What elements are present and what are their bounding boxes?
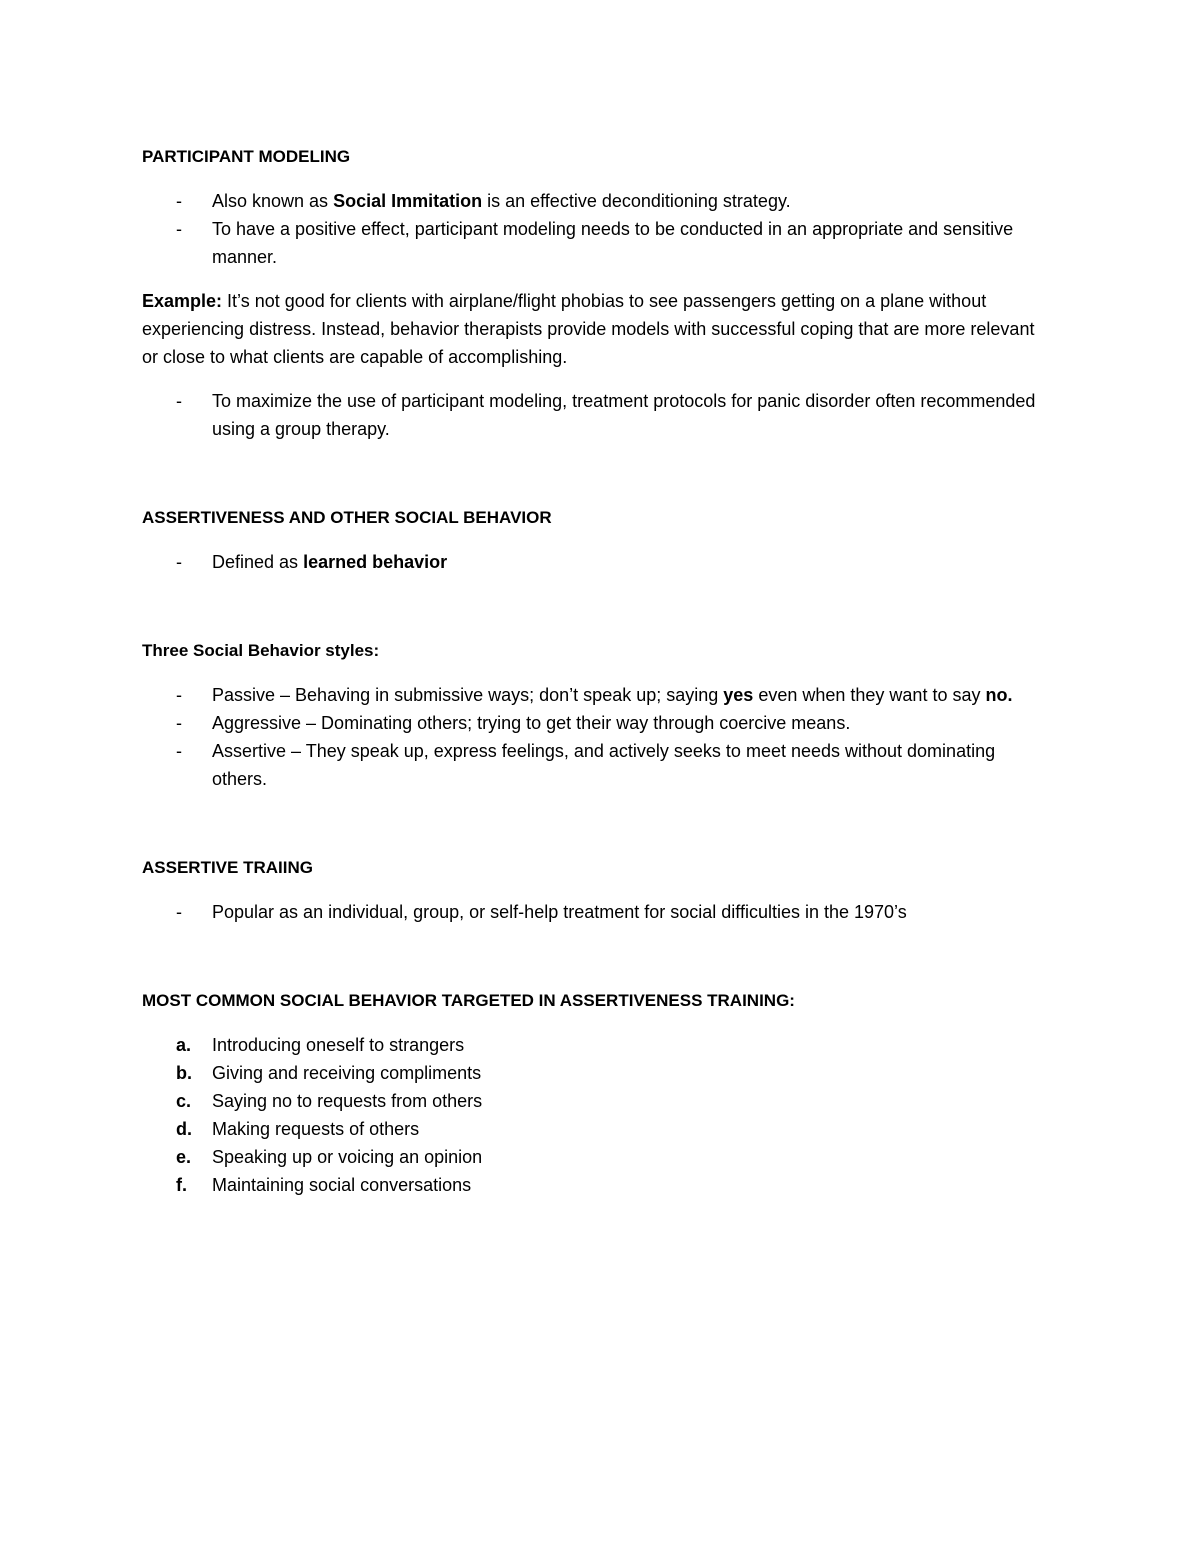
list-item: b. Giving and receiving compliments xyxy=(142,1059,1042,1087)
dash-marker: - xyxy=(176,741,182,761)
list-item: a. Introducing oneself to strangers xyxy=(142,1031,1042,1059)
dash-marker: - xyxy=(176,902,182,922)
dash-marker: - xyxy=(176,219,182,239)
list-item: c. Saying no to requests from others xyxy=(142,1087,1042,1115)
list-item: - Aggressive – Dominating others; trying to get their way through coercive means. xyxy=(142,709,1042,737)
styles-list xyxy=(142,681,1042,793)
list-marker: c. xyxy=(176,1091,192,1111)
participant-modeling-list-2 xyxy=(142,387,1042,443)
heading-social-behavior-styles: Three Social Behavior styles: xyxy=(142,641,380,660)
list-item: - Also known as Social Immitation is an effective deconditioning strategy. xyxy=(142,187,1042,215)
list-marker: b. xyxy=(176,1063,192,1083)
list-marker: f. xyxy=(176,1175,187,1195)
bold-term: learned behavior xyxy=(303,552,448,572)
heading-participant-modeling: PARTICIPANT MODELING xyxy=(142,147,351,166)
list-item: - To have a positive effect, participant modeling needs to be conducted in an appropriate and sensitive manner. xyxy=(142,215,1042,271)
list-item: e. Speaking up or voicing an opinion xyxy=(142,1143,1042,1171)
dash-marker: - xyxy=(176,713,182,733)
heading-assertive-training: ASSERTIVE TRAIING xyxy=(142,858,313,877)
dash-marker: - xyxy=(176,391,182,411)
list-marker: d. xyxy=(176,1119,192,1139)
heading-most-common: MOST COMMON SOCIAL BEHAVIOR TARGETED IN ASSERTIVENESS TRAINING: xyxy=(142,991,795,1010)
example-paragraph: Example: It’s not good for clients with airplane/flight phobias to see passengers getting on a plane without experiencing distress. Instead, behavior therapists provide models with successful coping that are more relevant or close to what clients are capable of accomplishing. xyxy=(142,291,1035,367)
list-item: f. Maintaining social conversations xyxy=(142,1171,1042,1199)
most-common-list xyxy=(142,1031,1042,1199)
example-label: Example: xyxy=(142,291,223,311)
list-item: d. Making requests of others xyxy=(142,1115,1042,1143)
dash-marker: - xyxy=(176,685,182,705)
list-item: - To maximize the use of participant modeling, treatment protocols for panic disorder often recommended using a group therapy. xyxy=(142,387,1042,443)
list-item: - Popular as an individual, group, or self-help treatment for social difficulties in the 1970’s xyxy=(142,898,1042,926)
dash-marker: - xyxy=(176,552,182,572)
dash-marker: - xyxy=(176,191,182,211)
assertiveness-list xyxy=(142,548,1042,576)
list-item: - Assertive – They speak up, express feelings, and actively seeks to meet needs without dominating others. xyxy=(142,737,1042,793)
document-content xyxy=(142,143,1042,1199)
list-item: - Passive – Behaving in submissive ways; don’t speak up; saying yes even when they want to say no. xyxy=(142,681,1042,709)
bold-term: Social Immitation xyxy=(333,191,483,211)
list-marker: a. xyxy=(176,1035,192,1055)
participant-modeling-list xyxy=(142,187,1042,271)
assertive-training-list xyxy=(142,898,1042,926)
list-item: - Defined as learned behavior xyxy=(142,548,1042,576)
list-marker: e. xyxy=(176,1147,192,1167)
heading-assertiveness: ASSERTIVENESS AND OTHER SOCIAL BEHAVIOR xyxy=(142,508,552,527)
